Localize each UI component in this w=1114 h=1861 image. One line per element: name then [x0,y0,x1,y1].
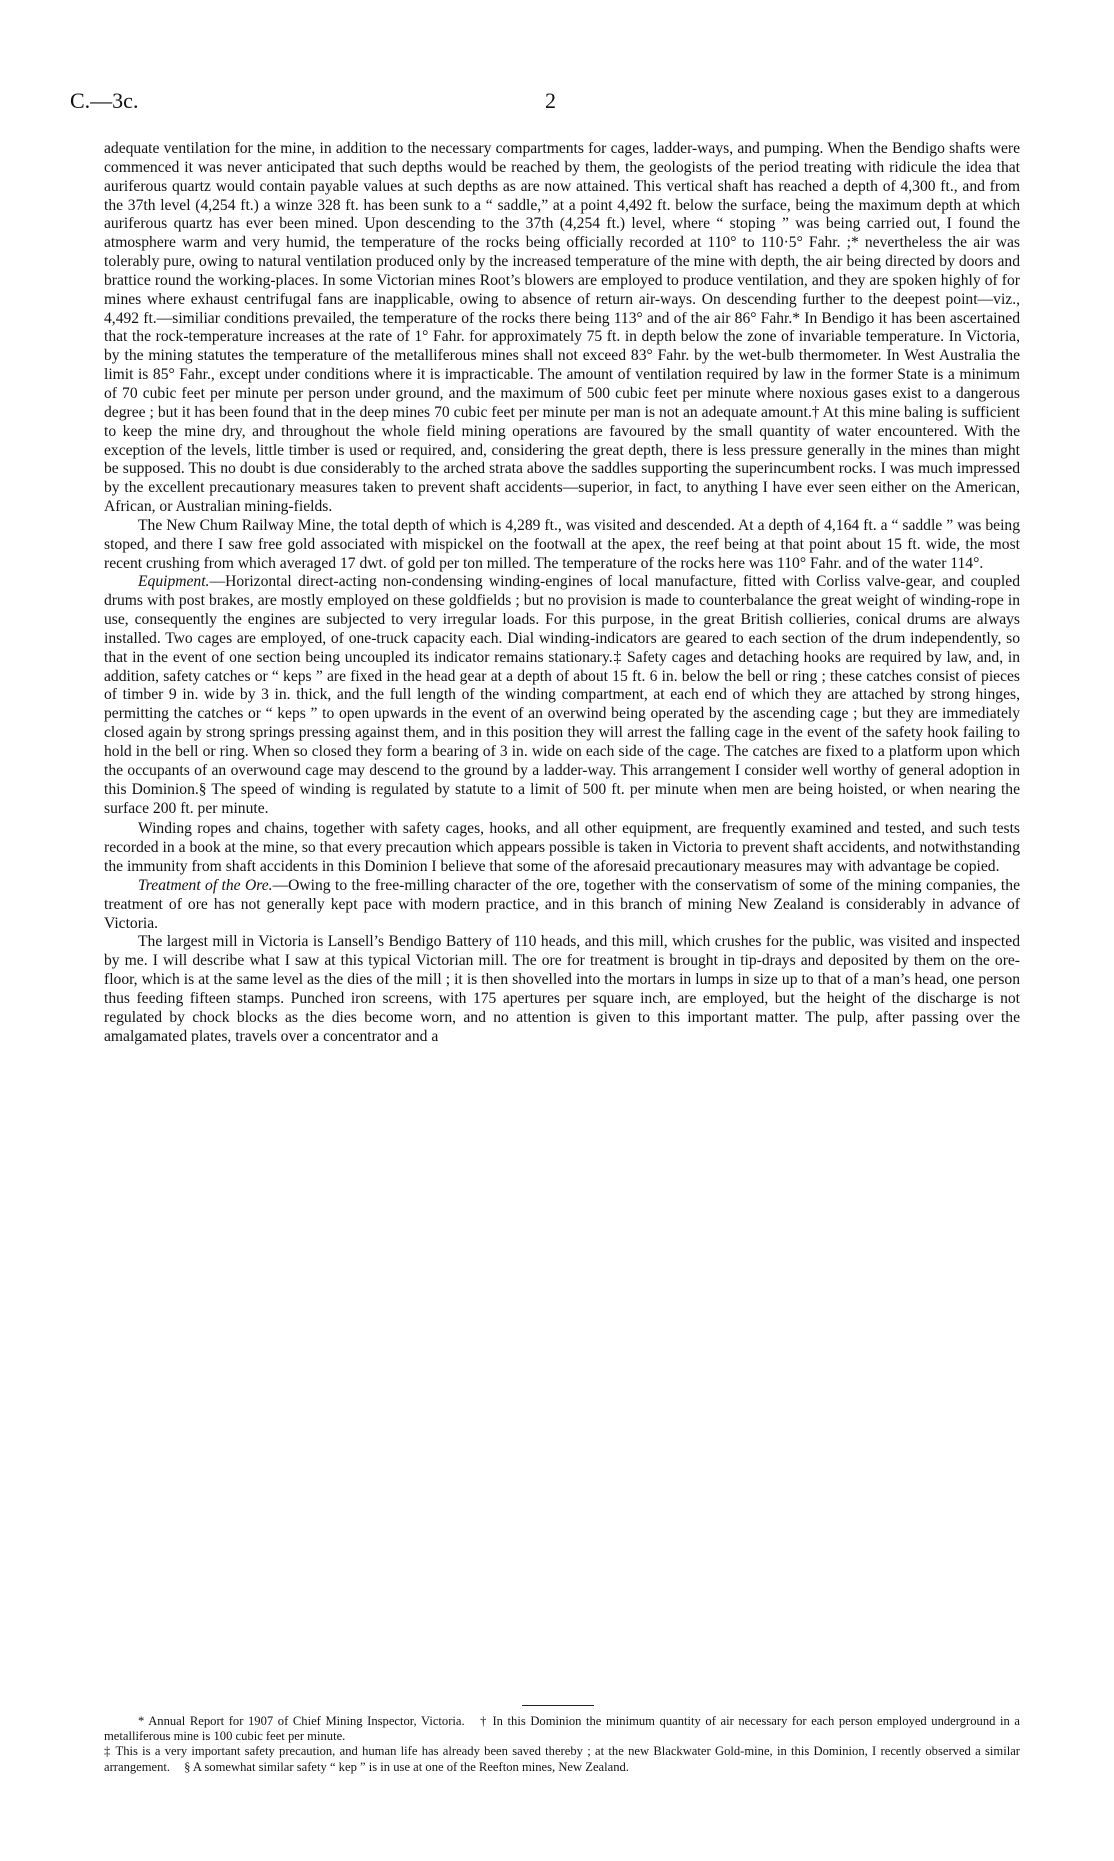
paragraph-ventilation: adequate ventilation for the mine, in addition to the necessary compartments for cages, ladder-ways, and pumping. When the Bendigo shafts were commenced it was never anticipated that such depths would be reached by them, the geologists of the period treating with ridicule the idea that auriferous quartz would contain payable values at such depths as are now attained. This vertical shaft has reached a depth of 4,300 ft., and from the 37th level (4,254 ft.) a winze 328 ft. has been sunk to a “ saddle,” at a point 4,492 ft. below the surface, being the maximum depth at which auriferous quartz has ever been mined. Upon descending to the 37th (4,254 ft.) level, where “ stoping ” was being carried out, I found the atmosphere warm and very humid, the temperature of the rocks being officially recorded at 110° to 110·5° Fahr. ;* nevertheless the air was tolerably pure, owing to natural ventilation produced only by the increased temperature of the mine with depth, the air being directed by doors and brattice round the working-places. In some Victorian mines Root’s blowers are employed to produce ventilation, and they are spoken highly of for mines where exhaust centrifugal fans are inapplicable, owing to absence of return air-ways. On descending further to the deepest point—viz., 4,492 ft.—similiar conditions prevailed, the temperature of the rocks there being 113° and of the air 86° Fahr.* In Bendigo it has been ascertained that the rock-temperature increases at the rate of 1° Fahr. for approximately 75 ft. in depth below the zone of invariable temperature. In Victoria, by the mining statutes the temperature of the metalliferous mines shall not exceed 83° Fahr. by the wet-bulb thermometer. In West Australia the limit is 85° Fahr., except under conditions where it is impracticable. The amount of ventilation required by law in the former State is a minimum of 70 cubic feet per minute per person under ground, and the maximum of 500 cubic feet per minute where noxious gases exist to a dangerous degree ; but it has been found that in the deep mines 70 cubic feet per minute per man is not an adequate amount.† At this mine baling is sufficient to keep the mine dry, and throughout the whole field mining operations are favoured by the small quantity of water encountered. With the exception of the levels, little timber is used or required, and, considering the great depth, there is less pressure generally in the mines than might be supposed. This no doubt is due considerably to the arched strata above the saddles supporting the superincumbent rocks. I was much impressed by the excellent precautionary measures taken to prevent shaft accidents—superior, in fact, to anything I have ever seen either on the American, African, or Australian mining-fields. [104,140,1020,516]
paragraph-equipment-text: —Horizontal direct-acting non-condensing winding-engines of local manufacture, fitted with Corliss valve-gear, and coupled drums with post brakes, are mostly employed on these goldfields ; but no provision is made to counterbalance the great weight of winding-rope in use, consequently the engines are subjected to very irregular loads. For this purpose, in the great British collieries, conical drums are always installed. Two cages are employed, of one-truck capacity each. Dial winding-indicators are geared to each section of the drum independently, so that in the event of one section being uncoupled its indicator remains stationary.‡ Safety cages and detaching hooks are required by law, and, in addition, safety catches or “ keps ” are fixed in the head gear at a depth of about 15 ft. 6 in. below the bell or ring ; these catches consist of pieces of timber 9 in. wide by 3 in. thick, and the full length of the winding compartment, at each end of which they are attached by strong hinges, permitting the catches or “ keps ” to open upwards in the event of an overwind being operated by the ascending cage ; but they are immediately closed again by strong springs pressing against them, and in this position they will arrest the falling cage in the event of the safety hook failing to hold in the bell or ring. When so closed they form a bearing of 3 in. wide on each side of the cage. The catches are fixed to a platform upon which the occupants of an overwound cage may descend to the ground by a ladder-way. This arrangement I consider well worthy of general adoption in this Dominion.§ The speed of winding is regulated by statute to a limit of 500 ft. per minute when men are being hoisted, or when nearing the surface 200 ft. per minute. [104,573,1020,817]
footnote-safety-precaution: ‡ This is a very important safety precaution, and human life has already been saved thereby ; at the new Blackwater Gold-mine, in this Dominion, I recently observed a similar arrangement. [104,1744,1020,1774]
page-number: 2 [545,88,556,113]
footnotes [104,1714,1020,1775]
section-heading-treatment: Treatment of the Ore. [138,876,273,894]
footnote-reefton-kep: § A somewhat similar safety “ kep ” is in use at one of the Reefton mines, New Zealand. [184,1759,629,1774]
footnote-group-1 [104,1714,1020,1744]
paragraph-winding-ropes: Winding ropes and chains, together with safety cages, hooks, and all other equipment, are frequently examined and tested, and such tests recorded in a book at the mine, so that every precaution which appears possible is taken in Victoria to prevent shaft accidents, and notwithstanding the immunity from shaft accidents in this Dominion I believe that some of the aforesaid precautionary measures may with advantage be copied. [104,820,1020,876]
paragraph-treatment-text: —Owing to the free-milling character of the ore, together with the conservatism of some of the mining companies, the treatment of ore has not generally kept pace with modern practice, and in this branch of mining New Zealand is considerably in advance of Victoria. [104,876,1020,932]
paragraph-equipment [104,573,1020,818]
footnote-annual-report: * Annual Report for 1907 of Chief Mining Inspector, Victoria. [138,1714,465,1728]
paragraph-treatment [104,877,1020,934]
main-text [104,140,1020,1047]
section-heading-equipment: Equipment. [138,573,210,591]
page-header [0,88,1114,118]
paragraph-lansell-mill: The largest mill in Victoria is Lansell’s Bendigo Battery of 110 heads, and this mill, which crushes for the public, was visited and inspected by me. I will describe what I saw at this typical Victorian mill. The ore for treatment is brought in tip-drays and deposited by them on the ore-floor, which is at the same level as the dies of the mill ; it is then shovelled into the mortars in lumps in size up to that of a man’s head, one person thus feeding fifteen stamps. Punched iron screens, with 175 apertures per square inch, are employed, but the height of the discharge is not regulated by chock blocks as the dies become worn, and no attention is given to this important matter. The pulp, after passing over the amalgamated plates, travels over a concentrator and a [104,933,1020,1045]
document-reference: C.—3c. [70,88,139,113]
footnote-group-2 [104,1744,1020,1774]
footnote-divider [522,1705,594,1706]
paragraph-new-chum-mine: The New Chum Railway Mine, the total depth of which is 4,289 ft., was visited and descended. At a depth of 4,164 ft. a “ saddle ” was being stoped, and there I saw free gold associated with mispickel on the footwall at the apex, the reef being at that point about 15 ft. wide, the most recent crushing from which averaged 17 dwt. of gold per ton milled. The temperature of the rocks here was 110° Fahr. and of the water 114°. [104,516,1020,572]
footnote-minimum-quantity: † In this Dominion the minimum quantity of air necessary for each person employed underground in a metalliferous mine is 100 cubic feet per minute. [104,1714,1020,1744]
